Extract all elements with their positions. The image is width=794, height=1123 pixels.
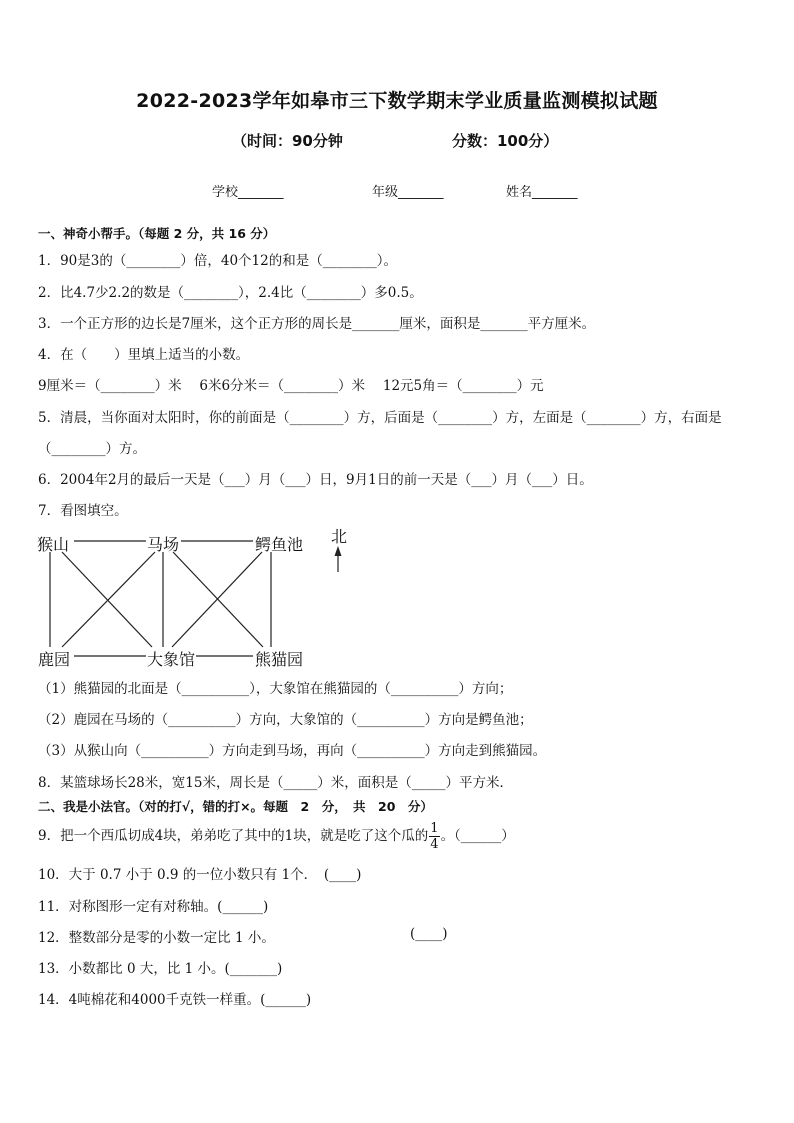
page-title: 2022-2023学年如皋市三下数学期末学业质量监测模拟试题: [136, 90, 658, 112]
map-label-deer-park: 鹿园: [38, 650, 71, 669]
map-diagonal-3: [173, 552, 263, 647]
exam-score: 分数：100分）: [452, 132, 559, 150]
question-5-line-1: 5．清晨，当你面对太阳时，你的前面是（________）方，后面是（________）方，左面是（________）方，右面是: [38, 410, 722, 426]
north-arrow-head: [335, 546, 342, 556]
question-7-1: （1）熊猫园的北面是（__________），大象馆在熊猫园的（__________）方向；: [38, 681, 513, 697]
question-6: 6．2004年2月的最后一天是（___）月（___）日，9月1日的前一天是（___）月（___）日。: [38, 472, 593, 488]
map-label-panda-park: 熊猫园: [255, 650, 304, 669]
question-3: 3．一个正方形的边长是7厘米，这个正方形的周长是_______厘米，面积是_______平方厘米。: [38, 316, 596, 332]
north-label: 北: [331, 527, 348, 546]
map-label-elephant-house: 大象馆: [147, 650, 196, 669]
question-12-blank: (____): [410, 926, 448, 942]
section-1-heading: 一、神奇小帮手。（每题 2 分，共 16 分）: [38, 226, 276, 241]
question-7-2: （2）鹿园在马场的（__________）方向，大象馆的（__________）方向是鳄鱼池；: [38, 712, 533, 728]
question-9: [38, 822, 515, 851]
question-2: 2．比4.7少2.2的数是（________），2.4比（________）多0.5。: [38, 285, 423, 301]
question-10: 10．大于 0.7 小于 0.9 的一位小数只有 1个． (____): [38, 867, 362, 883]
question-7: 7．看图填空。: [38, 503, 128, 519]
school-field: 学校_______: [212, 185, 284, 200]
question-12: 12．整数部分是零的小数一定比 1 小。: [38, 930, 275, 946]
question-11: 11．对称图形一定有对称轴。(______): [38, 899, 269, 915]
question-4: 4．在（ ）里填上适当的小数。: [38, 347, 250, 363]
map-label-monkey-hill: 猴山: [37, 535, 70, 554]
exam-time: （时间：90分钟: [232, 132, 343, 150]
question-14: 14．4吨棉花和4000千克铁一样重。(______): [38, 992, 312, 1008]
map-diagonal-4: [172, 552, 262, 647]
question-5-line-2: （________）方。: [38, 441, 146, 457]
section-2-heading: 二、我是小法官。（对的打√，错的打×。每题 2 分， 共 20 分）: [38, 799, 433, 814]
question-9-text: 9．把一个西瓜切成4块，弟弟吃了其中的1块，就是吃了这个瓜的: [38, 828, 429, 844]
question-7-3: （3）从猴山向（__________）方向走到马场，再向（__________）方向走到熊猫园。: [38, 743, 547, 759]
map-label-crocodile-pool: 鳄鱼池: [255, 535, 304, 554]
question-1: 1．90是3的（________）倍，40个12的和是（________）。: [38, 253, 397, 269]
fraction-numerator: 1: [430, 821, 439, 836]
question-4-items: 9厘米＝（________）米 6米6分米＝（________）米 12元5角＝（________）元: [38, 378, 544, 394]
grade-field: 年级_______: [372, 185, 444, 200]
map-label-horse-farm: 马场: [147, 535, 180, 554]
name-field: 姓名_______: [506, 185, 578, 200]
fraction-denominator: 4: [430, 837, 439, 852]
fraction-one-quarter: [429, 822, 439, 851]
question-8: 8．某篮球场长28米，宽15米，周长是（_____）米，面积是（_____）平方米．: [38, 775, 513, 791]
question-13: 13．小数都比 0 大，比 1 小。(_______): [38, 961, 283, 977]
question-9-blank: 。（______）: [440, 828, 515, 844]
